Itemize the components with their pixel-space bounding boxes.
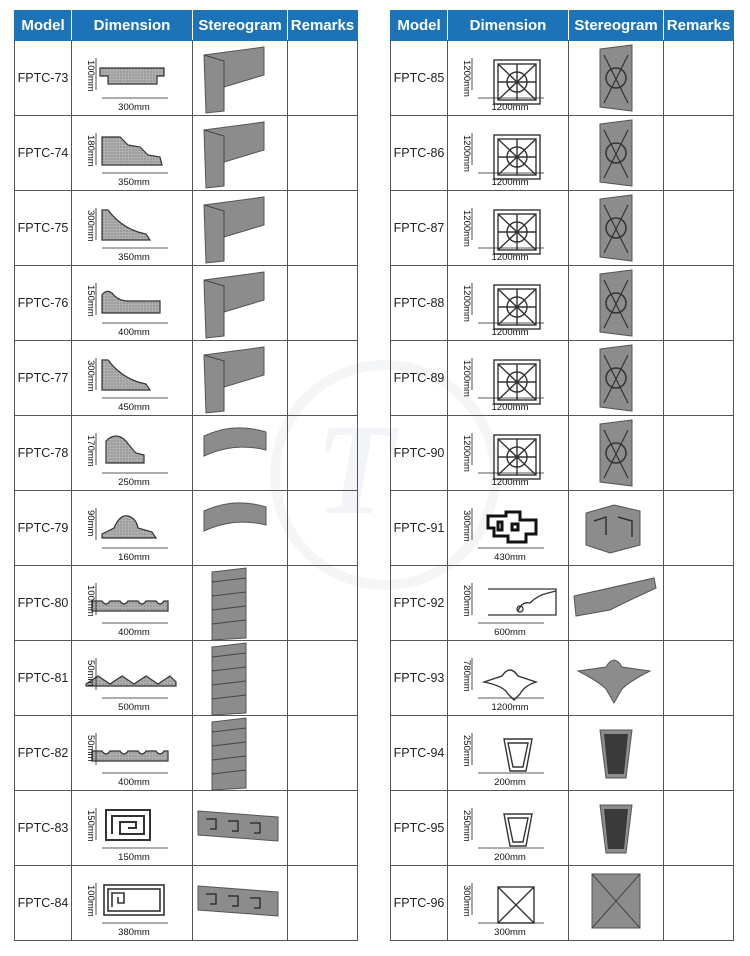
remarks-cell <box>288 416 358 491</box>
model-cell: FPTC-96 <box>391 866 448 941</box>
remarks-cell <box>288 866 358 941</box>
stereogram-image <box>570 341 662 415</box>
height-label: 100mm <box>85 60 96 92</box>
profile-drawing <box>448 567 568 639</box>
width-label: 200mm <box>494 852 526 863</box>
table-row <box>15 341 358 416</box>
profile-drawing <box>448 42 568 114</box>
stereogram-cell <box>193 116 288 191</box>
model-cell: FPTC-91 <box>391 491 448 566</box>
stereogram-cell <box>569 791 664 866</box>
width-label: 200mm <box>494 777 526 788</box>
dimension-cell <box>72 416 193 491</box>
profile-drawing <box>448 492 568 564</box>
stereogram-image <box>570 191 662 265</box>
stereogram-cell <box>569 191 664 266</box>
stereogram-cell <box>193 716 288 791</box>
remarks-cell <box>664 266 734 341</box>
remarks-cell <box>288 266 358 341</box>
height-label: 300mm <box>85 210 96 242</box>
width-label: 1200mm <box>491 177 529 188</box>
table-row <box>15 866 358 941</box>
model-cell: FPTC-77 <box>15 341 72 416</box>
profile-drawing <box>72 567 192 639</box>
remarks-cell <box>288 341 358 416</box>
stereogram-cell <box>193 791 288 866</box>
table-row <box>391 716 734 791</box>
header-stereogram: Stereogram <box>569 11 664 41</box>
height-label: 150mm <box>85 285 96 317</box>
stereogram-cell <box>569 566 664 641</box>
table-header-row <box>391 11 734 41</box>
height-label: 50mm <box>85 660 96 687</box>
remarks-cell <box>288 566 358 641</box>
header-remarks: Remarks <box>288 11 358 41</box>
height-label: 150mm <box>85 810 96 842</box>
dimension-cell <box>448 716 569 791</box>
table-row <box>15 716 358 791</box>
stereogram-cell <box>569 266 664 341</box>
width-label: 150mm <box>118 852 150 863</box>
width-label: 1200mm <box>491 252 529 263</box>
stereogram-image <box>194 266 286 340</box>
stereogram-cell <box>569 41 664 116</box>
dimension-cell <box>448 566 569 641</box>
height-label: 300mm <box>461 510 472 542</box>
model-cell: FPTC-84 <box>15 866 72 941</box>
stereogram-cell <box>193 191 288 266</box>
stereogram-image <box>194 41 286 115</box>
profile-drawing <box>72 342 192 414</box>
width-label: 1200mm <box>491 402 529 413</box>
profile-drawing <box>448 267 568 339</box>
model-cell: FPTC-87 <box>391 191 448 266</box>
width-label: 300mm <box>118 102 150 113</box>
width-label: 400mm <box>118 327 150 338</box>
table-header-row <box>15 11 358 41</box>
height-label: 1200mm <box>461 135 472 172</box>
remarks-cell <box>664 641 734 716</box>
dimension-cell <box>448 116 569 191</box>
width-label: 450mm <box>118 402 150 413</box>
profile-drawing <box>448 717 568 789</box>
remarks-cell <box>664 416 734 491</box>
stereogram-image <box>194 116 286 190</box>
header-model: Model <box>15 11 72 41</box>
table-row <box>391 866 734 941</box>
model-cell: FPTC-83 <box>15 791 72 866</box>
stereogram-image <box>570 716 662 790</box>
stereogram-image <box>570 566 662 640</box>
table-row <box>15 116 358 191</box>
stereogram-cell <box>193 266 288 341</box>
width-label: 1200mm <box>491 477 529 488</box>
dimension-cell <box>448 641 569 716</box>
width-label: 250mm <box>118 477 150 488</box>
remarks-cell <box>664 866 734 941</box>
table-row <box>391 116 734 191</box>
stereogram-cell <box>569 866 664 941</box>
table-row <box>15 641 358 716</box>
stereogram-image <box>194 641 286 715</box>
model-cell: FPTC-92 <box>391 566 448 641</box>
model-cell: FPTC-89 <box>391 341 448 416</box>
model-cell: FPTC-93 <box>391 641 448 716</box>
dimension-cell <box>72 566 193 641</box>
dimension-cell <box>448 791 569 866</box>
dimension-cell <box>448 41 569 116</box>
stereogram-image <box>570 116 662 190</box>
stereogram-image <box>194 491 286 565</box>
dimension-cell <box>72 191 193 266</box>
height-label: 50mm <box>85 735 96 762</box>
model-cell: FPTC-95 <box>391 791 448 866</box>
stereogram-image <box>194 791 286 865</box>
height-label: 1200mm <box>461 210 472 247</box>
height-label: 1200mm <box>461 435 472 472</box>
profile-drawing <box>448 117 568 189</box>
stereogram-image <box>194 341 286 415</box>
remarks-cell <box>288 791 358 866</box>
remarks-cell <box>288 491 358 566</box>
stereogram-cell <box>569 116 664 191</box>
model-cell: FPTC-86 <box>391 116 448 191</box>
header-model: Model <box>391 11 448 41</box>
table-row <box>391 566 734 641</box>
stereogram-image <box>570 491 662 565</box>
profile-drawing <box>72 267 192 339</box>
table-row <box>391 641 734 716</box>
watermark-logo: T <box>315 398 395 542</box>
stereogram-cell <box>193 566 288 641</box>
width-label: 1200mm <box>491 102 529 113</box>
stereogram-image <box>570 866 662 940</box>
stereogram-image <box>570 641 662 715</box>
width-label: 350mm <box>118 177 150 188</box>
model-cell: FPTC-73 <box>15 41 72 116</box>
width-label: 430mm <box>494 552 526 563</box>
remarks-cell <box>664 566 734 641</box>
table-row <box>15 491 358 566</box>
stereogram-cell <box>569 641 664 716</box>
stereogram-cell <box>193 641 288 716</box>
model-cell: FPTC-74 <box>15 116 72 191</box>
width-label: 400mm <box>118 777 150 788</box>
width-label: 600mm <box>494 627 526 638</box>
remarks-cell <box>664 191 734 266</box>
height-label: 180mm <box>85 135 96 167</box>
profile-drawing <box>448 342 568 414</box>
remarks-cell <box>664 716 734 791</box>
stereogram-cell <box>569 341 664 416</box>
dimension-cell <box>72 716 193 791</box>
header-remarks: Remarks <box>664 11 734 41</box>
header-dimension: Dimension <box>72 11 193 41</box>
table-row <box>391 491 734 566</box>
width-label: 1200mm <box>491 702 529 713</box>
table-row <box>15 791 358 866</box>
dimension-cell <box>72 341 193 416</box>
dimension-cell <box>448 266 569 341</box>
width-label: 350mm <box>118 252 150 263</box>
profile-drawing <box>448 642 568 714</box>
stereogram-image <box>570 791 662 865</box>
remarks-cell <box>288 641 358 716</box>
height-label: 250mm <box>461 735 472 767</box>
model-cell: FPTC-76 <box>15 266 72 341</box>
stereogram-cell <box>569 416 664 491</box>
stereogram-cell <box>193 416 288 491</box>
stereogram-image <box>194 716 286 790</box>
stereogram-cell <box>569 491 664 566</box>
stereogram-image <box>194 191 286 265</box>
height-label: 300mm <box>461 885 472 917</box>
width-label: 1200mm <box>491 327 529 338</box>
height-label: 200mm <box>461 585 472 617</box>
stereogram-image <box>570 266 662 340</box>
height-label: 1200mm <box>461 60 472 97</box>
profile-drawing <box>72 492 192 564</box>
dimension-cell <box>72 641 193 716</box>
profile-drawing <box>72 792 192 864</box>
width-label: 380mm <box>118 927 150 938</box>
dimension-cell <box>72 41 193 116</box>
table-row <box>15 416 358 491</box>
profile-drawing <box>72 717 192 789</box>
width-label: 300mm <box>494 927 526 938</box>
model-cell: FPTC-90 <box>391 416 448 491</box>
model-cell: FPTC-88 <box>391 266 448 341</box>
table-row <box>391 341 734 416</box>
dimension-cell <box>448 416 569 491</box>
model-cell: FPTC-85 <box>391 41 448 116</box>
model-cell: FPTC-94 <box>391 716 448 791</box>
height-label: 1200mm <box>461 285 472 322</box>
stereogram-cell <box>569 716 664 791</box>
height-label: 250mm <box>461 810 472 842</box>
height-label: 780mm <box>461 660 472 692</box>
spec-table-left <box>14 10 358 941</box>
table-row <box>15 266 358 341</box>
profile-drawing <box>448 417 568 489</box>
model-cell: FPTC-82 <box>15 716 72 791</box>
width-label: 500mm <box>118 702 150 713</box>
dimension-cell <box>448 191 569 266</box>
stereogram-image <box>570 416 662 490</box>
profile-drawing <box>448 192 568 264</box>
dimension-cell <box>448 341 569 416</box>
dimension-cell <box>72 791 193 866</box>
height-label: 90mm <box>85 510 96 537</box>
profile-drawing <box>448 792 568 864</box>
remarks-cell <box>664 116 734 191</box>
table-row <box>15 191 358 266</box>
dimension-cell <box>72 866 193 941</box>
table-row <box>15 41 358 116</box>
model-cell: FPTC-75 <box>15 191 72 266</box>
width-label: 160mm <box>118 552 150 563</box>
profile-drawing <box>72 867 192 939</box>
height-label: 100mm <box>85 585 96 617</box>
table-row <box>391 191 734 266</box>
dimension-cell <box>72 266 193 341</box>
stereogram-image <box>570 41 662 115</box>
remarks-cell <box>664 791 734 866</box>
dimension-cell <box>448 866 569 941</box>
profile-drawing <box>72 42 192 114</box>
profile-drawing <box>72 417 192 489</box>
stereogram-image <box>194 866 286 940</box>
header-stereogram: Stereogram <box>193 11 288 41</box>
stereogram-cell <box>193 341 288 416</box>
remarks-cell <box>664 41 734 116</box>
dimension-cell <box>72 491 193 566</box>
profile-drawing <box>72 642 192 714</box>
remarks-cell <box>288 716 358 791</box>
spec-table-right <box>390 10 734 941</box>
remarks-cell <box>664 341 734 416</box>
profile-drawing <box>72 117 192 189</box>
table-row <box>391 41 734 116</box>
model-cell: FPTC-81 <box>15 641 72 716</box>
remarks-cell <box>288 116 358 191</box>
stereogram-cell <box>193 41 288 116</box>
stereogram-image <box>194 416 286 490</box>
stereogram-cell <box>193 866 288 941</box>
stereogram-image <box>194 566 286 640</box>
profile-drawing <box>72 192 192 264</box>
remarks-cell <box>288 41 358 116</box>
height-label: 100mm <box>85 885 96 917</box>
dimension-cell <box>72 116 193 191</box>
height-label: 1200mm <box>461 360 472 397</box>
dimension-cell <box>448 491 569 566</box>
remarks-cell <box>664 491 734 566</box>
table-row <box>391 791 734 866</box>
stereogram-cell <box>193 491 288 566</box>
profile-drawing <box>448 867 568 939</box>
header-dimension: Dimension <box>448 11 569 41</box>
table-row <box>391 266 734 341</box>
width-label: 400mm <box>118 627 150 638</box>
height-label: 170mm <box>85 435 96 467</box>
model-cell: FPTC-80 <box>15 566 72 641</box>
remarks-cell <box>288 191 358 266</box>
model-cell: FPTC-78 <box>15 416 72 491</box>
table-row <box>391 416 734 491</box>
table-row <box>15 566 358 641</box>
model-cell: FPTC-79 <box>15 491 72 566</box>
height-label: 300mm <box>85 360 96 392</box>
